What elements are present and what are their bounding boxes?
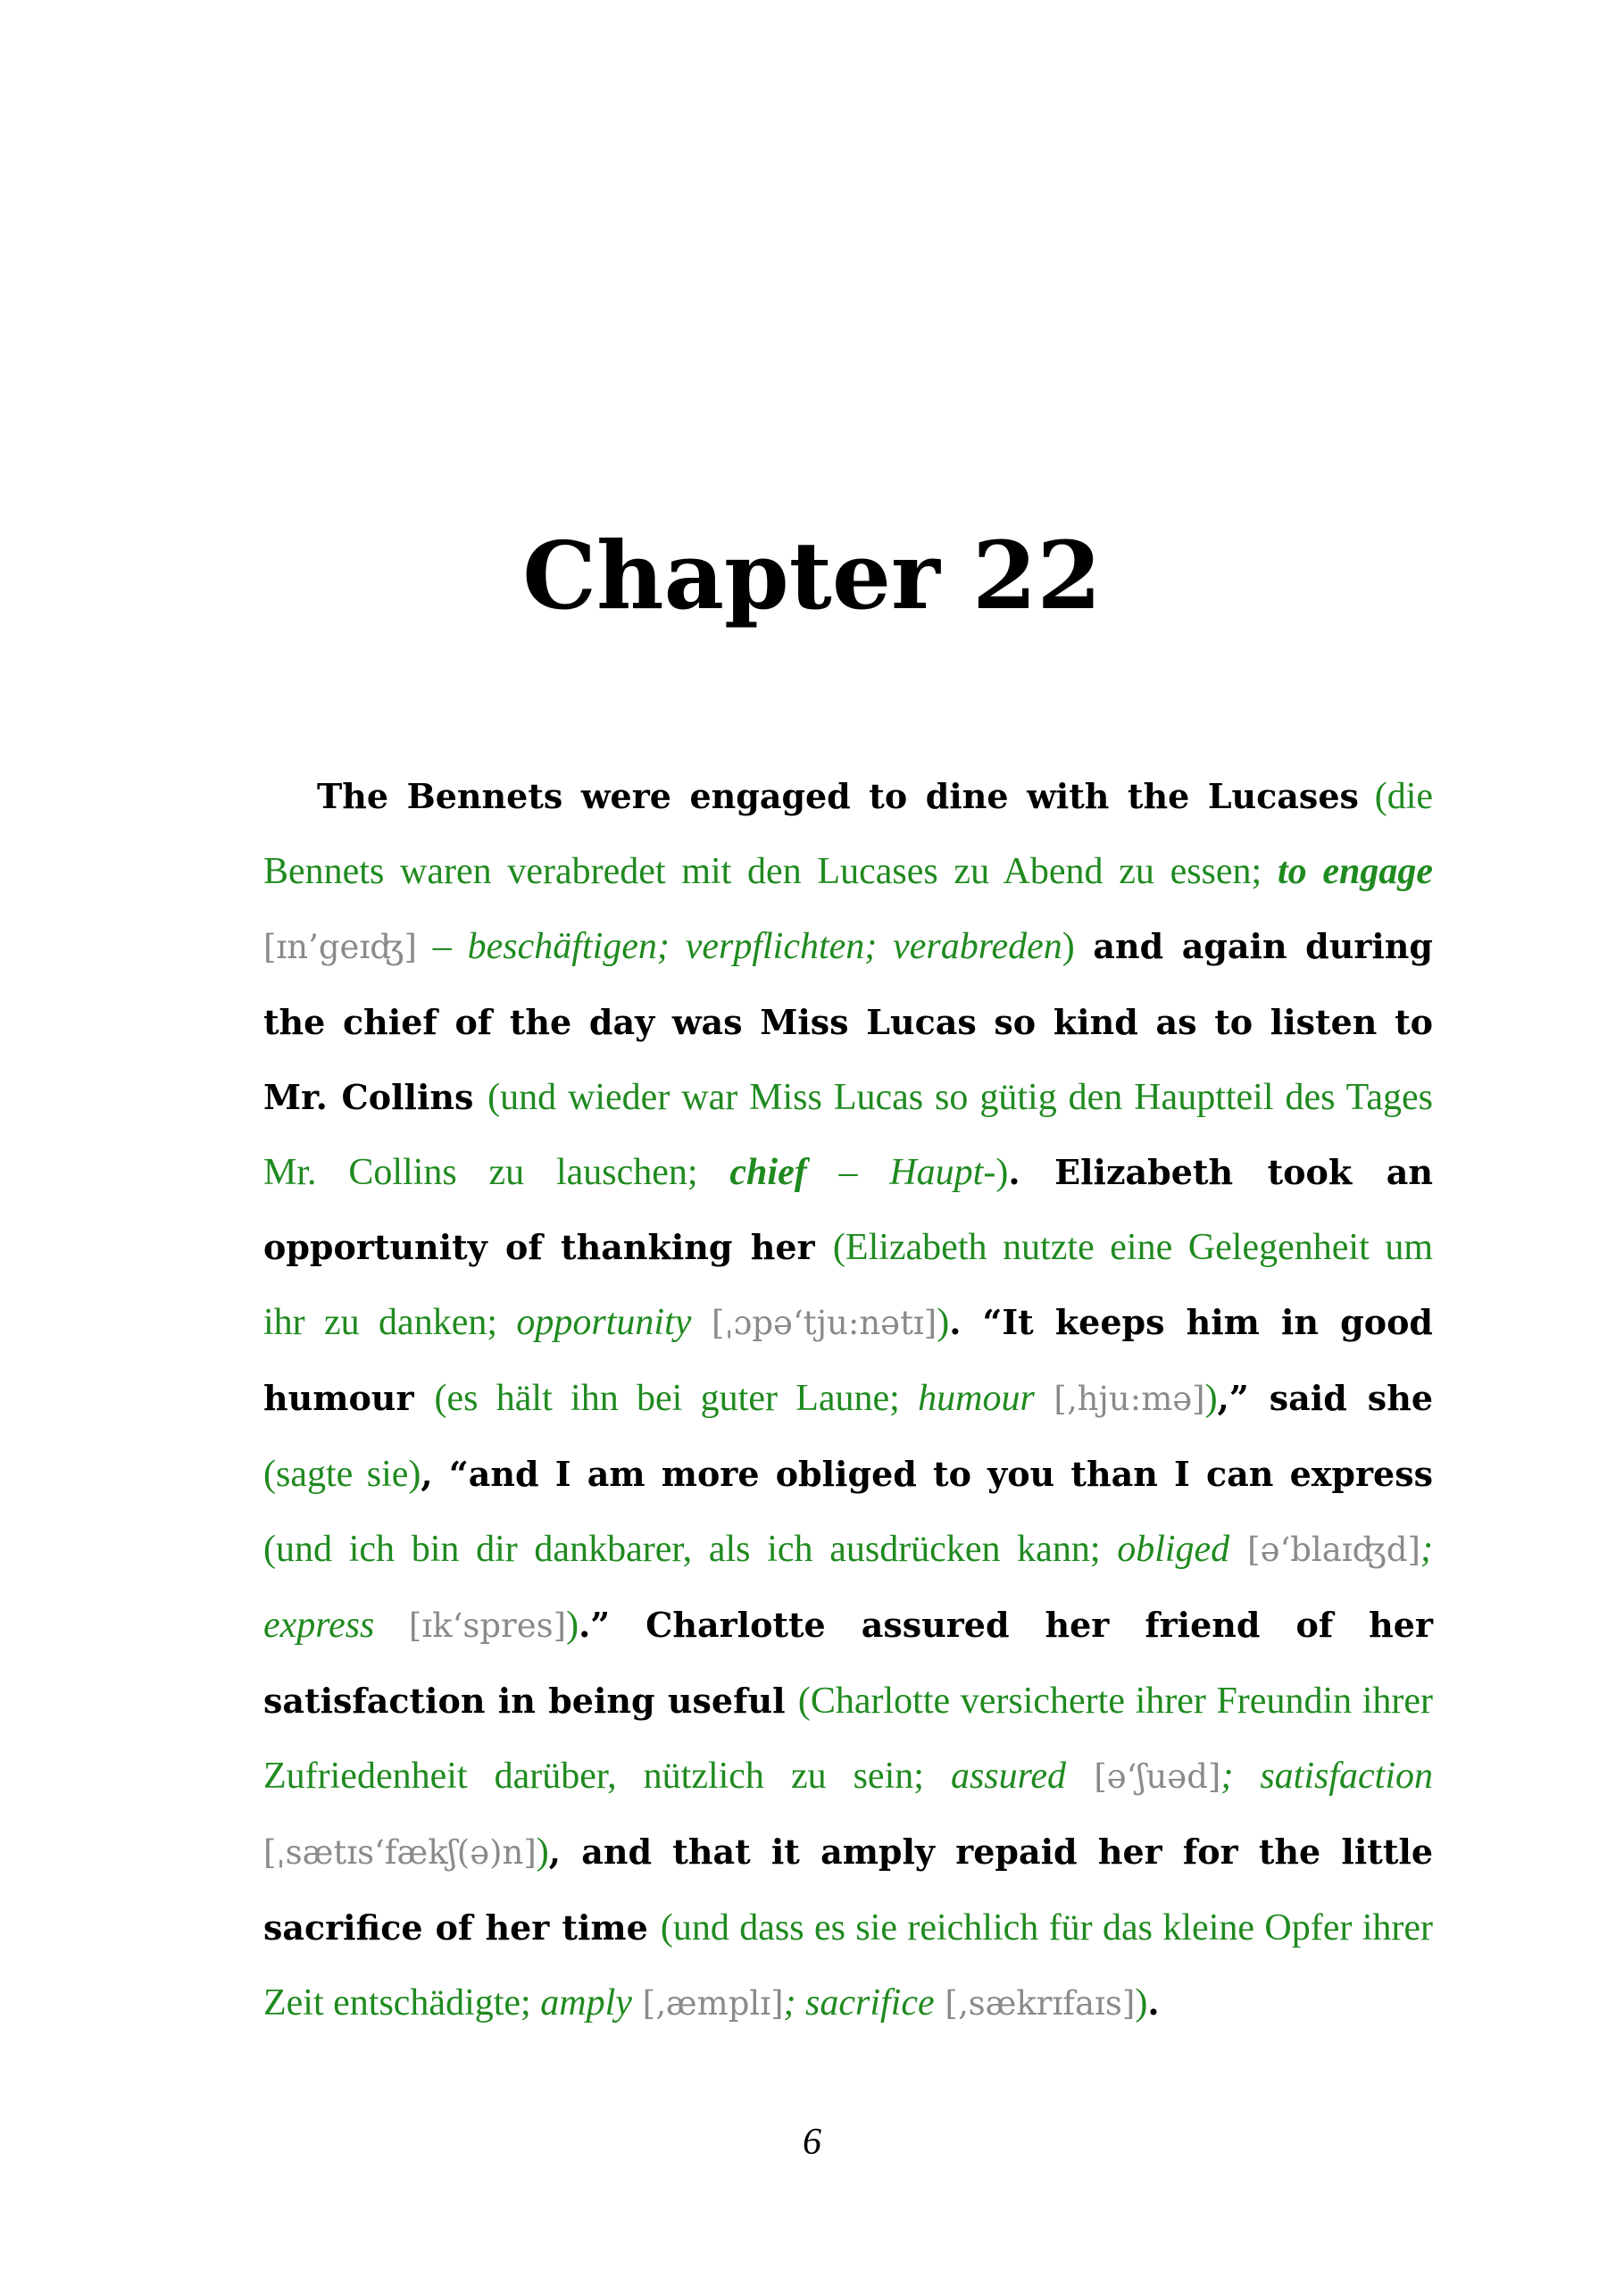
german-translation: (und wieder war Miss Lucas so gütig den Hauptteil des Tages Mr. Collins zu lauschen;	[263, 1077, 1433, 1193]
vocabulary-term: opportunity	[516, 1302, 692, 1343]
vocabulary-term: express	[263, 1605, 375, 1646]
english-text: . “It keeps him in good humour	[263, 1302, 1433, 1418]
english-text: and again during the chief of the day was Miss Lucas so kind as to listen to Mr. Collins	[263, 926, 1434, 1117]
phonetic-transcription: [‚æmplɪ]	[631, 1984, 784, 2023]
german-translation: (die Bennets waren verabredet mit den Lucases zu Abend zu essen;	[263, 776, 1433, 892]
chapter-title: Chapter 22	[522, 521, 1102, 630]
phonetic-transcription: [ˌsætɪs‘fækʃ(ə)n]	[263, 1833, 537, 1872]
phonetic-transcription: [ɪk‘spres]	[374, 1606, 567, 1645]
german-translation: (und ich bin dir dankbarer, als ich ausdrücken kann;	[263, 1529, 1118, 1570]
german-translation: –	[806, 1152, 890, 1193]
vocabulary-term: satisfaction	[1260, 1756, 1434, 1797]
english-text: ,” said she	[1217, 1378, 1433, 1418]
vocabulary-gloss: Haupt-	[889, 1152, 996, 1193]
german-translation: (sagte sie)	[263, 1454, 421, 1495]
vocabulary-term: amply	[540, 1982, 632, 2023]
german-translation: )	[566, 1605, 579, 1646]
phonetic-transcription: [ə‘ʃuəd]	[1066, 1757, 1221, 1796]
vocabulary-term: humour	[918, 1378, 1035, 1419]
english-text: . Elizabeth took an opportunity of thanking her	[263, 1152, 1433, 1267]
phonetic-transcription: [‚sækrɪfaɪs]	[934, 1984, 1136, 2023]
vocabulary-separator: ;	[1220, 1756, 1261, 1797]
english-text: The Bennets were engaged to dine with the Lucases	[317, 776, 1359, 816]
german-translation: )	[1062, 926, 1075, 967]
english-text: , “and I am more obliged to you than I can express	[421, 1454, 1433, 1494]
vocabulary-term: obliged	[1117, 1529, 1230, 1570]
german-translation: )	[937, 1302, 950, 1343]
german-translation: )	[536, 1832, 549, 1873]
english-text: , and that it amply repaid her for the little sacrifice of her time	[263, 1832, 1433, 1948]
vocabulary-term: to engage	[1277, 851, 1433, 892]
phonetic-transcription: [ə‘blaɪʤd]	[1229, 1531, 1420, 1569]
german-translation: (Elizabeth nutzte eine Gelegenheit um ihr zu danken;	[263, 1227, 1433, 1343]
page-number: 6	[803, 2122, 821, 2163]
vocabulary-gloss: beschäftigen; verpflichten; verabreden	[467, 926, 1062, 967]
english-text: .	[1147, 1982, 1160, 2023]
vocabulary-term: sacrifice	[805, 1982, 935, 2023]
chapter-paragraph	[263, 759, 1433, 2041]
vocabulary-term: chief	[729, 1152, 807, 1193]
phonetic-transcription: [ɪn’geɪʤ]	[263, 928, 417, 966]
vocabulary-separator: ;	[783, 1982, 805, 2023]
german-translation: (und dass es sie reichlich für das kleine Opfer ihrer Zeit entschädigte;	[263, 1907, 1433, 2023]
german-translation: –	[416, 926, 468, 967]
english-text: .” Charlotte assured her friend of her satisfaction in being useful	[263, 1605, 1433, 1721]
german-translation: )	[1135, 1982, 1148, 2023]
phonetic-transcription: [ˌɔpə‘tju:nətɪ]	[691, 1304, 937, 1342]
vocabulary-term: assured	[950, 1756, 1067, 1797]
german-translation: )	[995, 1152, 1009, 1193]
german-translation: (Charlotte versicherte ihrer Freundin ihrer Zufriedenheit darüber, nützlich zu sein;	[263, 1681, 1433, 1797]
vocabulary-separator: ;	[1420, 1529, 1433, 1570]
german-translation: )	[1204, 1378, 1218, 1419]
phonetic-transcription: [‚hju:mə]	[1034, 1380, 1205, 1418]
german-translation: (es hält ihn bei guter Laune;	[434, 1378, 919, 1419]
